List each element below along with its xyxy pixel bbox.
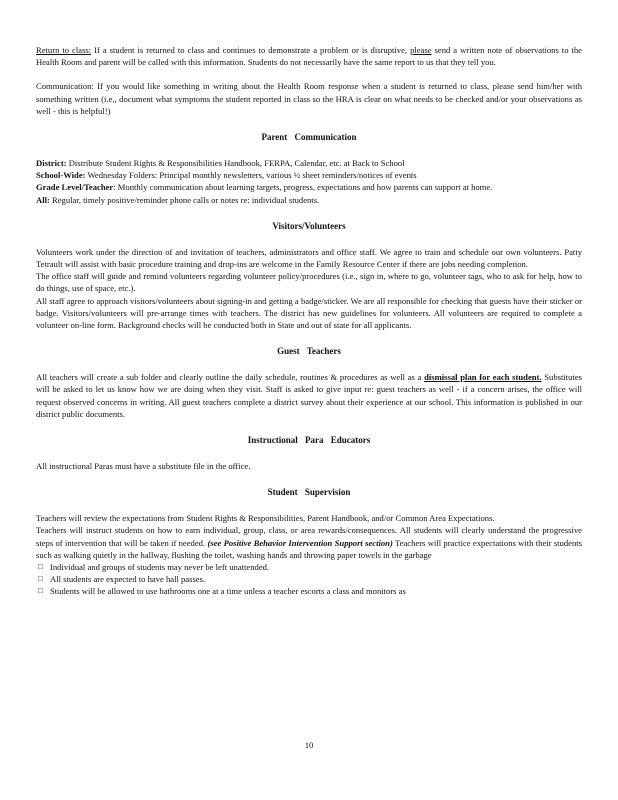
all-line [36, 194, 582, 206]
parent-communication-heading: Parent Communication [261, 132, 357, 143]
communication-text: : If you would like something in writing about the Health Room response when a student is returned to class, please send him/her with something written (i.e., document what symptoms the student reported in class so the HRA is clear on what needs to be checked and/or your observations as well - this is helpful!) [36, 81, 582, 116]
return-to-class-text-a: If a student is returned to class and continues to demonstrate a problem or is disruptive, [91, 45, 411, 55]
grade-level-label: Grade Level/Teacher [36, 182, 114, 193]
return-to-class-text-b: send a written note of observations to the Health Room and parent will be called with this information. Students do not necessarily have the same report to us that they tell you. [36, 45, 582, 68]
district-line [36, 157, 582, 169]
school-wide-line [36, 169, 582, 181]
student-supervision-heading: Student Supervision [267, 487, 351, 498]
bullet-icon: □ [38, 586, 43, 596]
bullet-text: Individual and groups of students may never be left unattended. [50, 562, 270, 573]
grade-level-text: : Monthly communication about learning targets, progress, expectations and how parents can support at home. [113, 182, 493, 193]
all-label: All: [36, 194, 50, 205]
see-reference: (see [207, 537, 222, 548]
pbis-reference: Positive Behavior Intervention Support section) [223, 537, 393, 548]
district-label: District: [36, 158, 67, 169]
para-educators-heading: Instructional Para Educators [247, 435, 371, 446]
guest-teachers-text-a: All teachers will create a sub folder and clearly outline the daily schedule, routines & procedures as well as a [36, 372, 425, 383]
all-text: Regular, timely positive/reminder phone calls or notes re: individual students. [49, 194, 320, 205]
bullet-text: Students will be allowed to use bathrooms one at a time unless a teacher escorts a class and monitors as [50, 586, 406, 597]
please-underlined: please [410, 45, 432, 55]
bullet-text: All students are expected to have hall passes. [50, 574, 206, 585]
district-text: Distribute Student Rights & Responsibilities Handbook, FERPA, Calendar, etc. at Back to School [66, 158, 405, 169]
guest-teachers-paragraph [36, 371, 582, 420]
bullet-icon: □ [38, 562, 43, 572]
school-wide-text: Wednesday Folders: Principal monthly newsletters, various ½ sheet reminders/notices of events [85, 170, 417, 181]
bullet-icon: □ [38, 574, 43, 584]
guest-teachers-text-b: Substitutes will be asked to let us know how we are doing when they visit. Staff is asked to give input re: guest teachers as well - if a concern arises, the office will request observed concerns in writing. All guest teachers complete a district survey about their experience at our school. This information is published in our district public documents. [36, 372, 583, 419]
return-to-class-paragraph [36, 44, 582, 68]
visitors-paragraph-1: Volunteers work under the direction of and invitation of teachers, administrators and office staff. We agree to train and schedule our own volunteers. Patty Tetrault will assist with basic procedure training and drop-ins are welcome in the Family Resource Center if there are jobs needing completion. [36, 246, 582, 270]
supervision-line-1: Teachers will review the expectations from Student Rights & Responsibilities, Parent Handbook, and/or Common Area Expectations. [36, 513, 495, 524]
list-item [36, 561, 582, 573]
supervision-paragraph-2 [36, 524, 582, 561]
visitors-volunteers-heading: Visitors/Volunteers [272, 220, 346, 231]
para-educators-text: All instructional Paras must have a substitute file in the office. [36, 461, 251, 472]
list-item [36, 573, 582, 585]
guest-teachers-heading: Guest Teachers [277, 346, 341, 357]
supervision-text-a: Teachers will instruct students on how to earn individual, group, class, or area rewards/consequences. All students will clearly understand the progressive steps of intervention that will be taken if needed. [36, 525, 582, 548]
page-number: 10 [304, 740, 314, 750]
return-to-class-label: Return to class: [36, 45, 92, 55]
school-wide-label: School-Wide: [36, 170, 86, 181]
supervision-text-b: Teachers will practice expectations with their students such as walking quietly in the hallway, flushing the toilet, washing hands and throwing paper towels in the garbage [36, 537, 583, 560]
document-page [36, 44, 582, 598]
grade-level-line [36, 181, 582, 193]
communication-label: Communication [36, 81, 92, 92]
supervision-bullet-list [36, 561, 582, 598]
list-item [36, 585, 582, 597]
visitors-paragraph-3: All staff agree to approach visitors/volunteers about signing-in and getting a badge/sticker. We are all responsible for checking that guests have their sticker or badge. Visitors/volunteers will pre-arrange times with teachers. The district has new guidelines for volunteers. All volunteers are required to complete a volunteer on-line form. Background checks will be conducted both in State and out of state for all applicants. [36, 295, 582, 331]
dismissal-plan-phrase: dismissal plan for each student. [424, 372, 542, 383]
communication-paragraph [36, 80, 582, 117]
visitors-paragraph-2: The office staff will guide and remind volunteers regarding volunteer policy/procedures (i.e., sign in, where to go, volunteer tags, who to ask for help, how to do things, use of space, etc.). [36, 271, 582, 294]
